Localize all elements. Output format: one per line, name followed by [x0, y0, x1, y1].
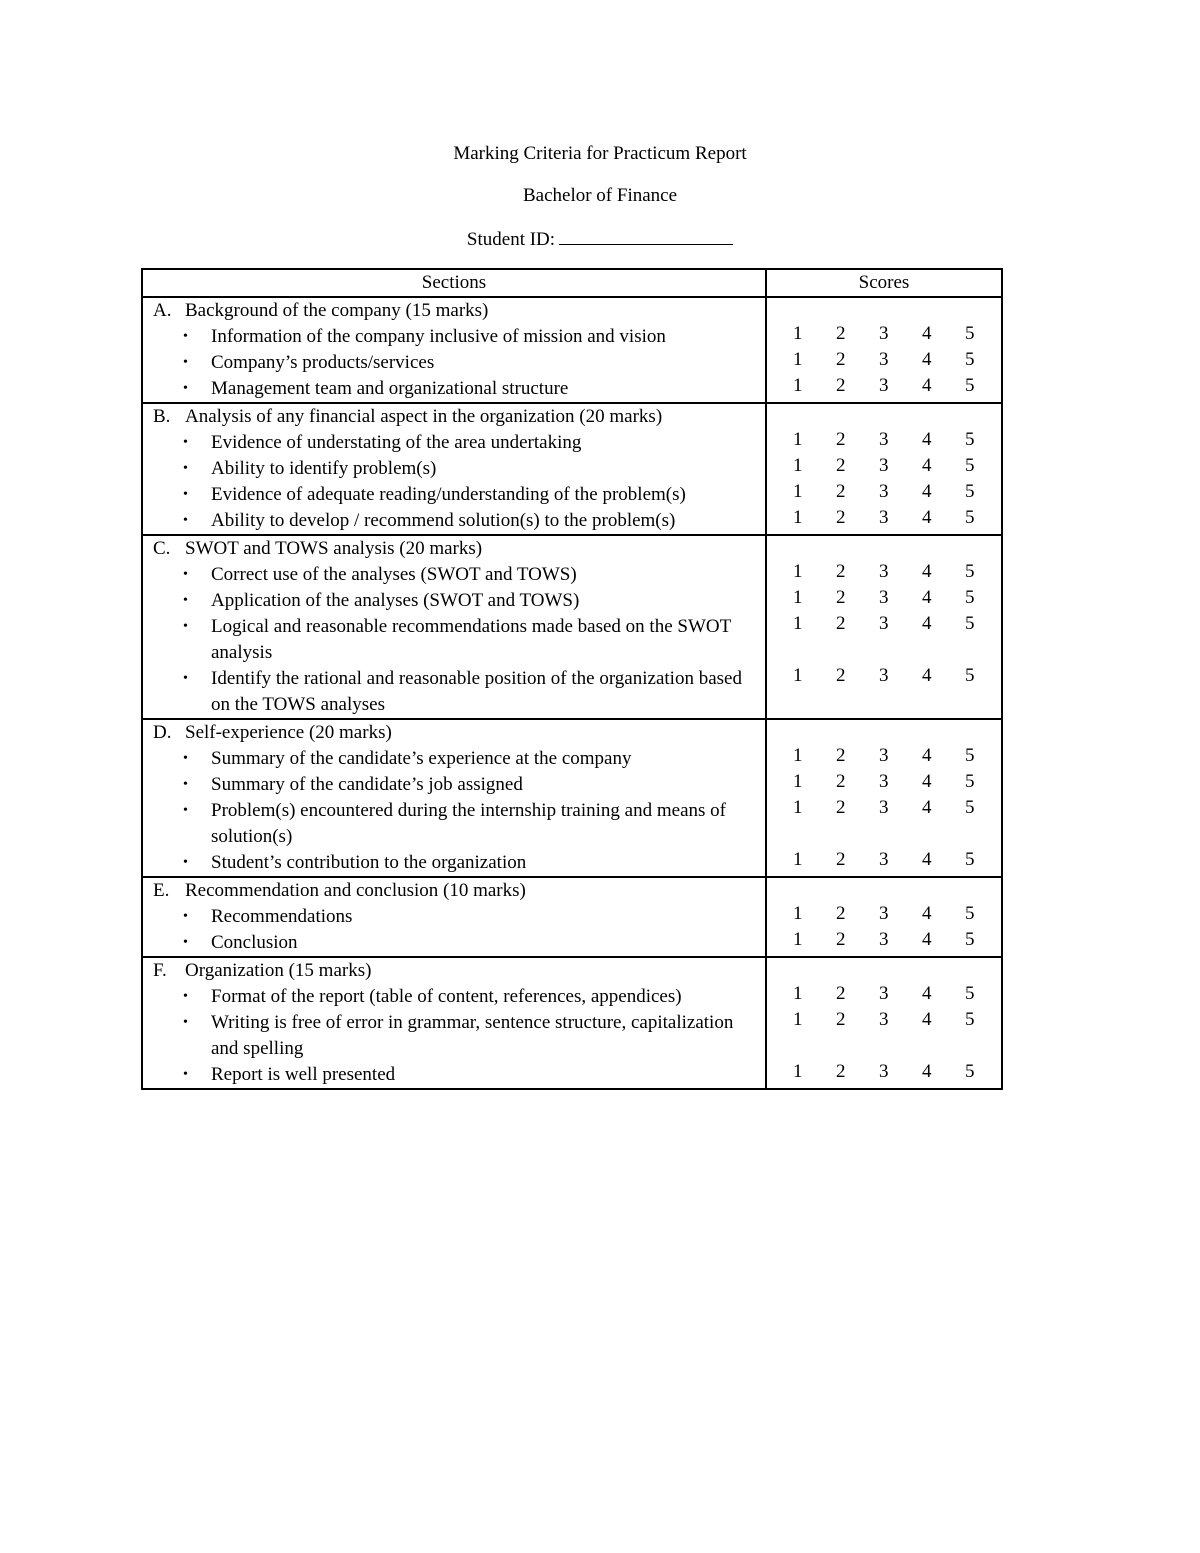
- score-option-1[interactable]: 1: [793, 1061, 803, 1082]
- section-scores-cell: [767, 536, 1001, 718]
- section-criteria-cell: [143, 536, 767, 718]
- section-title: [143, 536, 765, 562]
- score-option-1[interactable]: 1: [793, 613, 803, 634]
- criterion-item: [143, 588, 765, 614]
- score-option-2[interactable]: 2: [836, 983, 846, 1004]
- table-header-row: [143, 270, 1001, 298]
- score-options: [767, 930, 1001, 956]
- criterion-text: Company’s products/services: [211, 352, 435, 373]
- score-option-2[interactable]: 2: [836, 903, 846, 924]
- score-options: [767, 984, 1001, 1010]
- section-letter: A.: [153, 300, 172, 321]
- score-option-1[interactable]: 1: [793, 561, 803, 582]
- score-option-1[interactable]: 1: [793, 903, 803, 924]
- bullet-icon: •: [183, 671, 188, 686]
- criterion-item: [143, 984, 765, 1010]
- criterion-text: Correct use of the analyses (SWOT and TOWS): [211, 564, 577, 585]
- score-option-5[interactable]: 5: [965, 375, 975, 396]
- section-criteria-cell: [143, 878, 767, 956]
- score-spacer: [767, 536, 1001, 562]
- score-option-3[interactable]: 3: [879, 587, 889, 608]
- score-option-2[interactable]: 2: [836, 745, 846, 766]
- section-scores-cell: [767, 298, 1001, 402]
- rubric-section: [143, 958, 1001, 1088]
- score-option-4[interactable]: 4: [922, 983, 932, 1004]
- score-option-2[interactable]: 2: [836, 375, 846, 396]
- criterion-item: [143, 666, 765, 718]
- bullet-icon: •: [183, 435, 188, 450]
- score-option-5[interactable]: 5: [965, 903, 975, 924]
- sections-header: Sections: [143, 270, 767, 296]
- student-id-label: Student ID:: [466, 229, 556, 250]
- criterion-text: Management team and organizational structure: [211, 378, 569, 399]
- criterion-item: [143, 746, 765, 772]
- rubric-section: [143, 720, 1001, 878]
- criterion-text: Ability to develop / recommend solution(s) to the problem(s): [211, 510, 676, 531]
- bullet-icon: •: [183, 909, 188, 924]
- document-title: Marking Criteria for Practicum Report: [453, 143, 747, 164]
- score-options: [767, 324, 1001, 350]
- score-option-1[interactable]: 1: [793, 929, 803, 950]
- score-option-3[interactable]: 3: [879, 1061, 889, 1082]
- criterion-item: [143, 850, 765, 876]
- criterion-item: [143, 930, 765, 956]
- rubric-section: [143, 298, 1001, 404]
- rubric-section: [143, 536, 1001, 720]
- score-option-3[interactable]: 3: [879, 507, 889, 528]
- score-option-2[interactable]: 2: [836, 1009, 846, 1030]
- score-option-5[interactable]: 5: [965, 745, 975, 766]
- score-options-row: [767, 588, 1001, 614]
- score-option-4[interactable]: 4: [922, 849, 932, 870]
- score-options-row: [767, 984, 1001, 1010]
- score-option-4[interactable]: 4: [922, 929, 932, 950]
- score-option-3[interactable]: 3: [879, 849, 889, 870]
- section-criteria-cell: [143, 298, 767, 402]
- section-title-text: SWOT and TOWS analysis (20 marks): [185, 538, 483, 559]
- section-letter: F.: [153, 960, 167, 981]
- score-option-2[interactable]: 2: [836, 665, 846, 686]
- score-option-3[interactable]: 3: [879, 745, 889, 766]
- score-option-2[interactable]: 2: [836, 561, 846, 582]
- criterion-item: [143, 904, 765, 930]
- score-spacer: [767, 404, 1001, 430]
- score-option-4[interactable]: 4: [922, 323, 932, 344]
- score-option-3[interactable]: 3: [879, 929, 889, 950]
- criterion-text: Identify the rational and reasonable position of the organization based on the TOWS analyses: [211, 668, 742, 715]
- score-option-4[interactable]: 4: [922, 587, 932, 608]
- score-options: [767, 430, 1001, 456]
- score-option-4[interactable]: 4: [922, 771, 932, 792]
- section-scores-cell: [767, 958, 1001, 1088]
- section-scores-cell: [767, 404, 1001, 534]
- score-option-3[interactable]: 3: [879, 455, 889, 476]
- criterion-text: Evidence of understating of the area undertaking: [211, 432, 582, 453]
- score-options-row: [767, 930, 1001, 956]
- score-options-row: [767, 614, 1001, 666]
- score-options-row: [767, 376, 1001, 402]
- bullet-icon: •: [183, 593, 188, 608]
- section-title-text: Analysis of any financial aspect in the organization (20 marks): [185, 406, 663, 427]
- score-option-3[interactable]: 3: [879, 1009, 889, 1030]
- criterion-text: Writing is free of error in grammar, sentence structure, capitalization and spelling: [211, 1012, 734, 1059]
- score-option-2[interactable]: 2: [836, 455, 846, 476]
- score-option-5[interactable]: 5: [965, 587, 975, 608]
- student-id-line: [0, 227, 1200, 251]
- score-options: [767, 614, 1001, 666]
- bullet-icon: •: [183, 461, 188, 476]
- section-title: [143, 720, 765, 746]
- score-options-row: [767, 1010, 1001, 1062]
- criterion-text: Conclusion: [211, 932, 298, 953]
- score-option-4[interactable]: 4: [922, 507, 932, 528]
- criterion-text: Evidence of adequate reading/understanding of the problem(s): [211, 484, 686, 505]
- bullet-icon: •: [183, 989, 188, 1004]
- score-option-5[interactable]: 5: [965, 561, 975, 582]
- score-options-row: [767, 798, 1001, 850]
- bullet-icon: •: [183, 567, 188, 582]
- score-option-2[interactable]: 2: [836, 507, 846, 528]
- score-option-1[interactable]: 1: [793, 849, 803, 870]
- score-option-2[interactable]: 2: [836, 349, 846, 370]
- score-options-row: [767, 350, 1001, 376]
- score-option-4[interactable]: 4: [922, 745, 932, 766]
- criterion-item: [143, 350, 765, 376]
- bullet-icon: •: [183, 751, 188, 766]
- criterion-text: Ability to identify problem(s): [211, 458, 437, 479]
- score-option-5[interactable]: 5: [965, 455, 975, 476]
- section-scores-cell: [767, 878, 1001, 956]
- scores-header: Scores: [858, 272, 910, 293]
- criterion-text: Recommendations: [211, 906, 353, 927]
- section-title: [143, 298, 765, 324]
- score-options-row: [767, 666, 1001, 718]
- criterion-item: [143, 430, 765, 456]
- score-option-1[interactable]: 1: [793, 507, 803, 528]
- section-title-text: Recommendation and conclusion (10 marks): [185, 880, 526, 901]
- score-option-2[interactable]: 2: [836, 481, 846, 502]
- score-spacer: [767, 878, 1001, 904]
- score-option-1[interactable]: 1: [793, 429, 803, 450]
- bullet-icon: •: [183, 935, 188, 950]
- criterion-text: Information of the company inclusive of mission and vision: [211, 326, 666, 347]
- criterion-text: Summary of the candidate’s job assigned: [211, 774, 523, 795]
- score-option-3[interactable]: 3: [879, 561, 889, 582]
- score-option-4[interactable]: 4: [922, 1009, 932, 1030]
- score-options: [767, 456, 1001, 482]
- score-option-1[interactable]: 1: [793, 771, 803, 792]
- sections-body: [143, 298, 1001, 1088]
- score-options-row: [767, 562, 1001, 588]
- score-options: [767, 482, 1001, 508]
- score-option-5[interactable]: 5: [965, 771, 975, 792]
- score-options: [767, 772, 1001, 798]
- bullet-icon: •: [183, 1015, 188, 1030]
- score-option-5[interactable]: 5: [965, 665, 975, 686]
- bullet-icon: •: [183, 487, 188, 502]
- score-options: [767, 746, 1001, 772]
- score-option-4[interactable]: 4: [922, 903, 932, 924]
- score-option-5[interactable]: 5: [965, 849, 975, 870]
- criterion-item: [143, 508, 765, 534]
- score-option-4[interactable]: 4: [922, 429, 932, 450]
- score-option-2[interactable]: 2: [836, 613, 846, 634]
- score-option-2[interactable]: 2: [836, 929, 846, 950]
- student-id-blank[interactable]: [559, 227, 733, 245]
- score-option-3[interactable]: 3: [879, 797, 889, 818]
- criterion-text: Summary of the candidate’s experience at the company: [211, 748, 632, 769]
- criterion-item: [143, 376, 765, 402]
- score-option-5[interactable]: 5: [965, 797, 975, 818]
- score-options: [767, 1062, 1001, 1088]
- bullet-icon: •: [183, 803, 188, 818]
- criterion-item: [143, 772, 765, 798]
- score-option-5[interactable]: 5: [965, 349, 975, 370]
- score-option-4[interactable]: 4: [922, 455, 932, 476]
- section-letter: D.: [153, 722, 172, 743]
- score-option-2[interactable]: 2: [836, 849, 846, 870]
- criterion-text: Student’s contribution to the organization: [211, 852, 527, 873]
- section-criteria-cell: [143, 720, 767, 876]
- bullet-icon: •: [183, 513, 188, 528]
- score-option-1[interactable]: 1: [793, 375, 803, 396]
- score-option-3[interactable]: 3: [879, 665, 889, 686]
- section-letter: C.: [153, 538, 171, 559]
- score-option-1[interactable]: 1: [793, 349, 803, 370]
- section-criteria-cell: [143, 404, 767, 534]
- score-option-4[interactable]: 4: [922, 1061, 932, 1082]
- score-option-2[interactable]: 2: [836, 429, 846, 450]
- criterion-text: Report is well presented: [211, 1064, 396, 1085]
- score-option-1[interactable]: 1: [793, 1009, 803, 1030]
- score-options: [767, 850, 1001, 876]
- score-option-1[interactable]: 1: [793, 983, 803, 1004]
- score-options: [767, 376, 1001, 402]
- score-options-row: [767, 772, 1001, 798]
- score-option-5[interactable]: 5: [965, 613, 975, 634]
- rubric-section: [143, 404, 1001, 536]
- score-option-4[interactable]: 4: [922, 561, 932, 582]
- score-option-3[interactable]: 3: [879, 323, 889, 344]
- bullet-icon: •: [183, 855, 188, 870]
- score-option-1[interactable]: 1: [793, 665, 803, 686]
- score-option-2[interactable]: 2: [836, 797, 846, 818]
- score-option-4[interactable]: 4: [922, 613, 932, 634]
- criterion-item: [143, 1062, 765, 1088]
- score-option-3[interactable]: 3: [879, 375, 889, 396]
- score-option-5[interactable]: 5: [965, 481, 975, 502]
- rubric-section: [143, 878, 1001, 958]
- score-options: [767, 588, 1001, 614]
- score-options: [767, 798, 1001, 850]
- criterion-item: [143, 482, 765, 508]
- score-option-3[interactable]: 3: [879, 771, 889, 792]
- section-title: [143, 878, 765, 904]
- score-option-5[interactable]: 5: [965, 983, 975, 1004]
- score-option-5[interactable]: 5: [965, 1061, 975, 1082]
- score-option-5[interactable]: 5: [965, 1009, 975, 1030]
- score-option-4[interactable]: 4: [922, 665, 932, 686]
- score-option-5[interactable]: 5: [965, 323, 975, 344]
- rubric-table: [141, 268, 1003, 1090]
- bullet-icon: •: [183, 381, 188, 396]
- section-letter: B.: [153, 406, 171, 427]
- section-title-text: Organization (15 marks): [185, 960, 372, 981]
- section-title: [143, 404, 765, 430]
- score-options: [767, 350, 1001, 376]
- score-option-1[interactable]: 1: [793, 587, 803, 608]
- bullet-icon: •: [183, 619, 188, 634]
- score-option-3[interactable]: 3: [879, 349, 889, 370]
- criterion-item: [143, 562, 765, 588]
- score-option-5[interactable]: 5: [965, 429, 975, 450]
- score-option-2[interactable]: 2: [836, 771, 846, 792]
- bullet-icon: •: [183, 777, 188, 792]
- score-option-3[interactable]: 3: [879, 481, 889, 502]
- criterion-item: [143, 798, 765, 850]
- score-option-2[interactable]: 2: [836, 323, 846, 344]
- score-spacer: [767, 720, 1001, 746]
- criterion-item: [143, 614, 765, 666]
- bullet-icon: •: [183, 355, 188, 370]
- score-option-2[interactable]: 2: [836, 1061, 846, 1082]
- score-option-4[interactable]: 4: [922, 349, 932, 370]
- score-options-row: [767, 508, 1001, 534]
- score-options: [767, 666, 1001, 718]
- score-option-4[interactable]: 4: [922, 481, 932, 502]
- score-option-5[interactable]: 5: [965, 929, 975, 950]
- criterion-text: Logical and reasonable recommendations made based on the SWOT analysis: [211, 616, 731, 663]
- score-option-3[interactable]: 3: [879, 903, 889, 924]
- criterion-text: Application of the analyses (SWOT and TOWS): [211, 590, 580, 611]
- score-option-1[interactable]: 1: [793, 455, 803, 476]
- score-options-row: [767, 482, 1001, 508]
- score-option-1[interactable]: 1: [793, 745, 803, 766]
- section-title-text: Background of the company (15 marks): [185, 300, 489, 321]
- bullet-icon: •: [183, 329, 188, 344]
- score-options-row: [767, 430, 1001, 456]
- score-options-row: [767, 1062, 1001, 1088]
- score-options: [767, 562, 1001, 588]
- document-subtitle: Bachelor of Finance: [522, 185, 678, 206]
- criterion-item: [143, 1010, 765, 1062]
- score-option-4[interactable]: 4: [922, 375, 932, 396]
- score-option-1[interactable]: 1: [793, 797, 803, 818]
- criterion-text: Problem(s) encountered during the internship training and means of solution(s): [211, 800, 726, 847]
- score-spacer: [767, 958, 1001, 984]
- section-title-text: Self-experience (20 marks): [185, 722, 392, 743]
- score-option-4[interactable]: 4: [922, 797, 932, 818]
- score-option-3[interactable]: 3: [879, 429, 889, 450]
- score-options-row: [767, 850, 1001, 876]
- score-option-3[interactable]: 3: [879, 983, 889, 1004]
- score-option-3[interactable]: 3: [879, 613, 889, 634]
- criterion-text: Format of the report (table of content, references, appendices): [211, 986, 682, 1007]
- score-options-row: [767, 324, 1001, 350]
- score-options-row: [767, 904, 1001, 930]
- criterion-item: [143, 456, 765, 482]
- score-options-row: [767, 746, 1001, 772]
- criterion-item: [143, 324, 765, 350]
- score-options: [767, 508, 1001, 534]
- section-scores-cell: [767, 720, 1001, 876]
- score-option-5[interactable]: 5: [965, 507, 975, 528]
- section-letter: E.: [153, 880, 170, 901]
- score-option-2[interactable]: 2: [836, 587, 846, 608]
- score-option-1[interactable]: 1: [793, 481, 803, 502]
- section-title: [143, 958, 765, 984]
- score-options: [767, 904, 1001, 930]
- score-options-row: [767, 456, 1001, 482]
- bullet-icon: •: [183, 1067, 188, 1082]
- section-criteria-cell: [143, 958, 767, 1088]
- score-option-1[interactable]: 1: [793, 323, 803, 344]
- score-options: [767, 1010, 1001, 1062]
- score-spacer: [767, 298, 1001, 324]
